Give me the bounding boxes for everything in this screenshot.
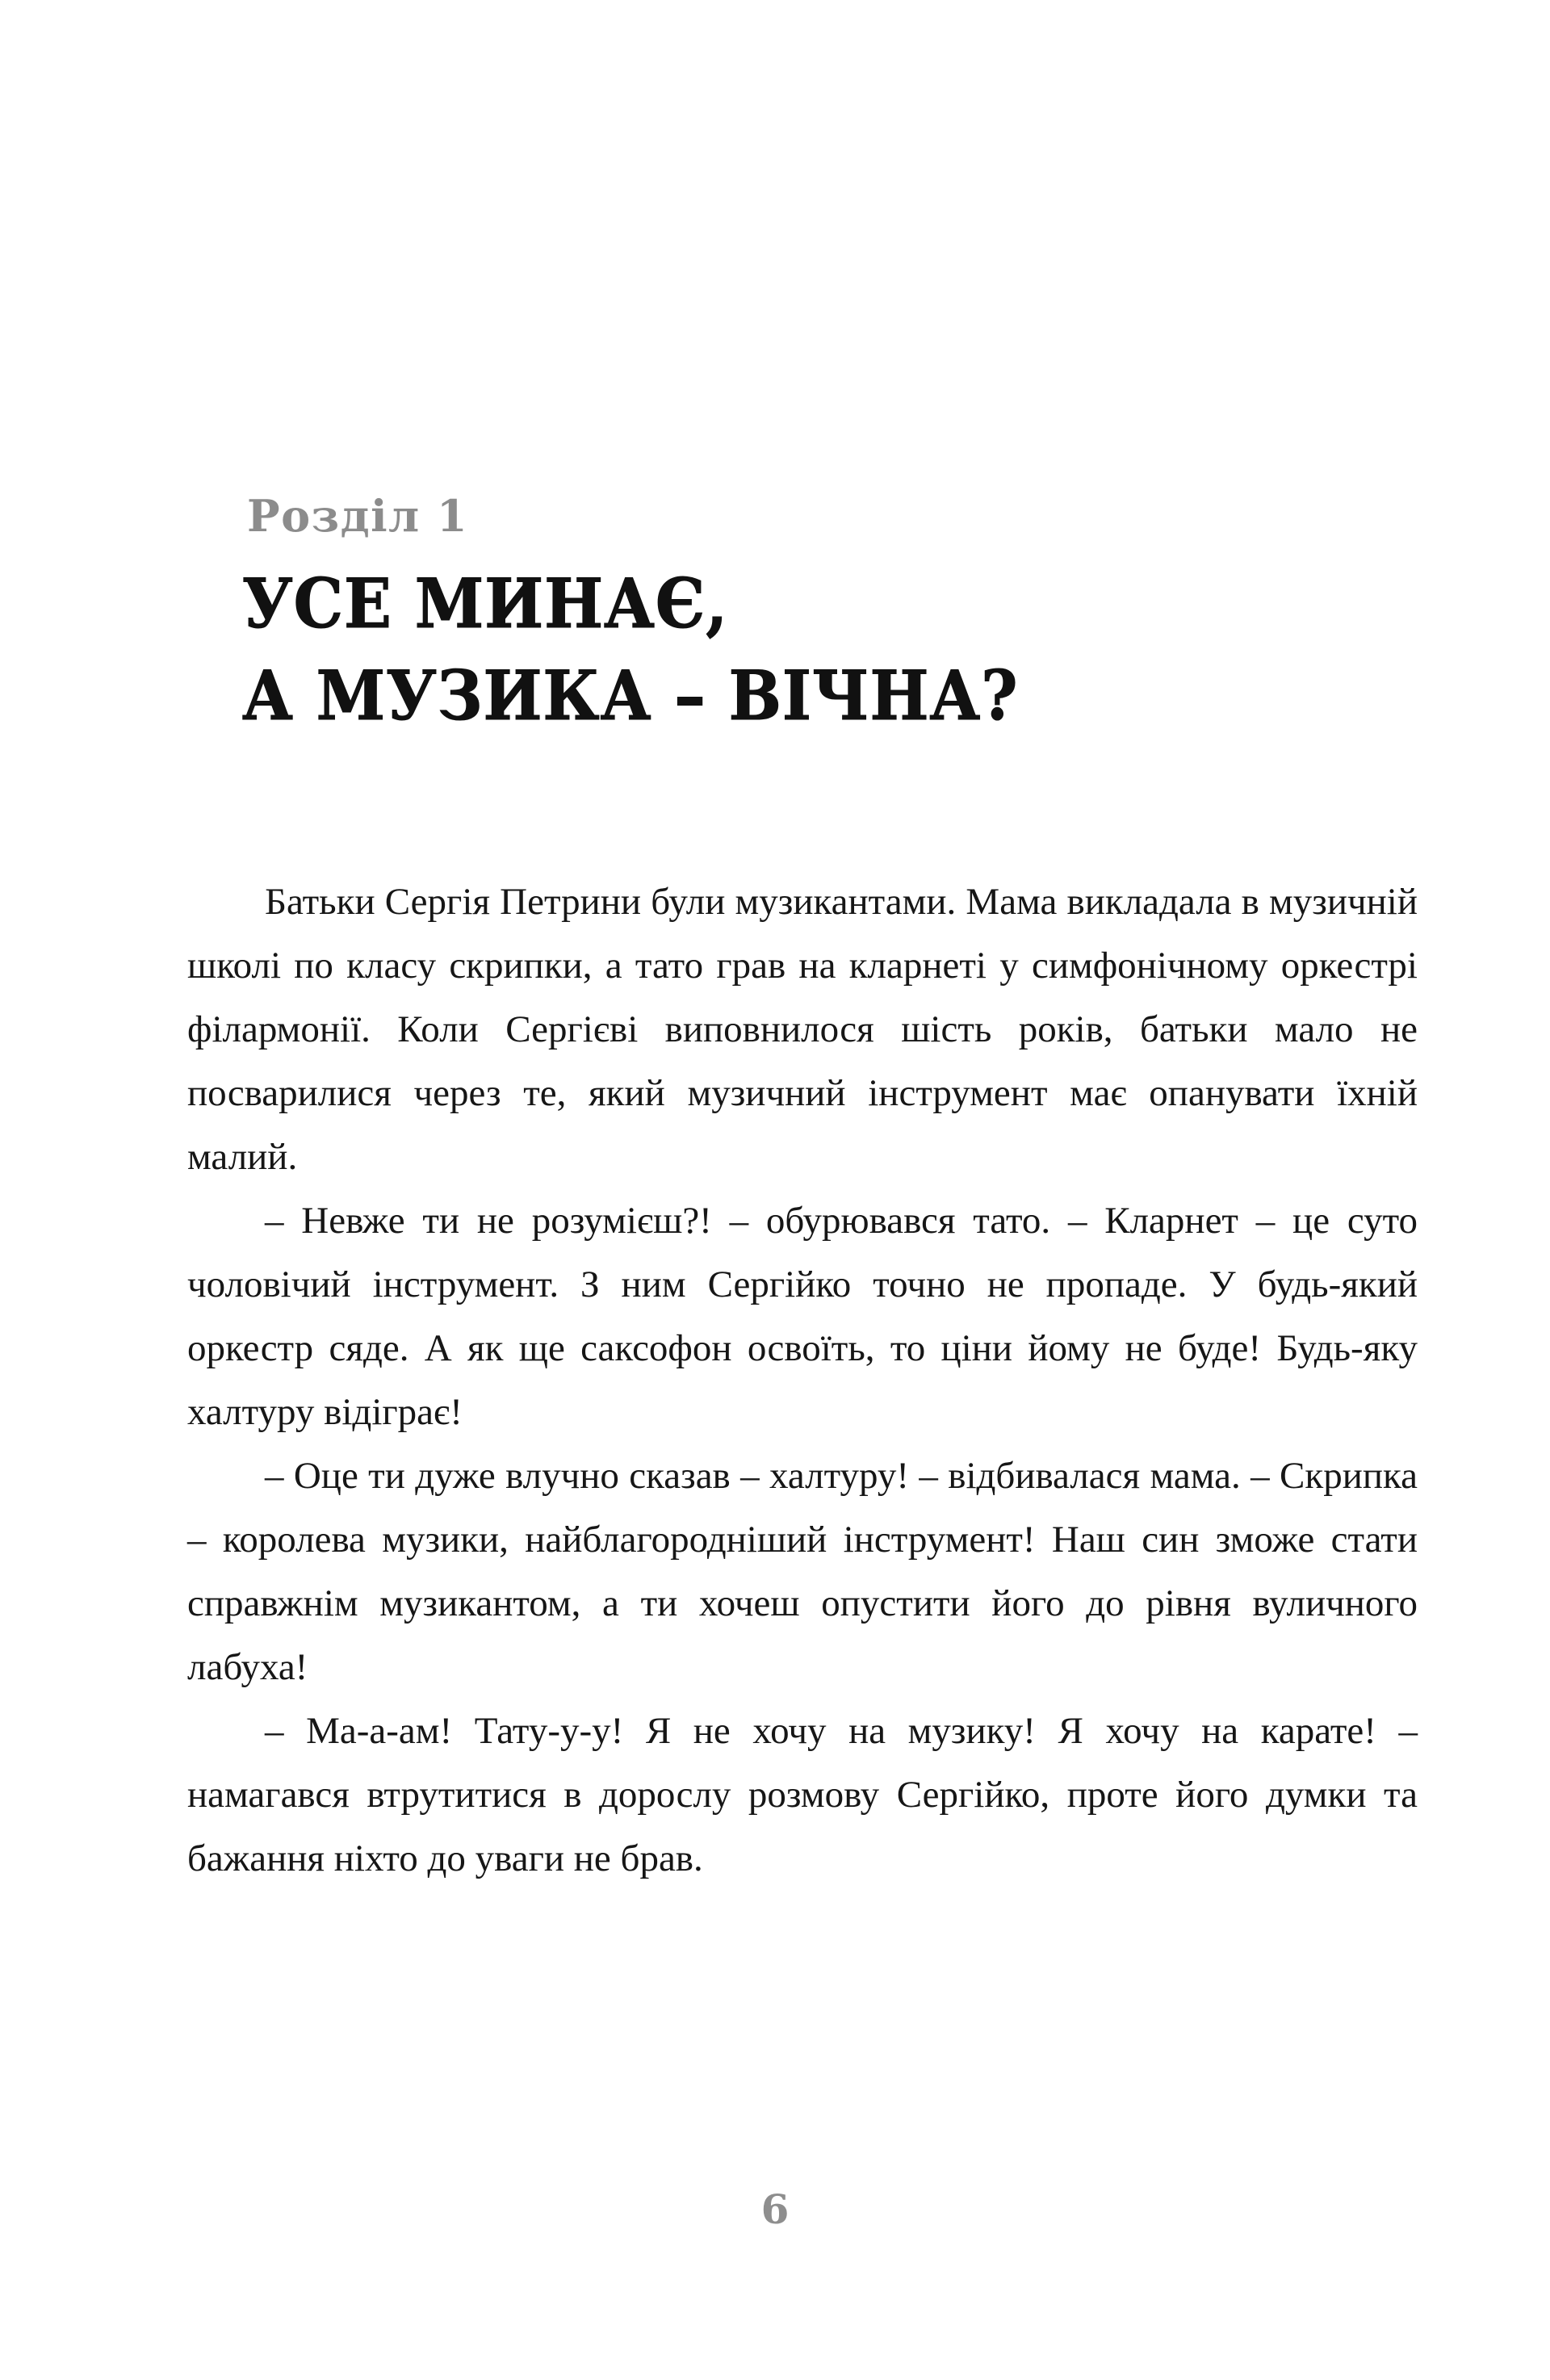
paragraph: Батьки Сергія Петрини були музикантами. Мама викладала в музичній школі по класу скрипки, а тато грав на кларнеті у симфонічному оркестрі філармонії. Коли Сергієві виповнилося шість років, батьки мало не посварилися через те, який музичний інструмент має опанувати їхній малий. (187, 881, 1418, 1178)
body-text (187, 870, 1418, 1891)
chapter-label: Розділ 1 (247, 490, 469, 542)
paragraph: – Оце ти дуже влучно сказав – халтуру! – відбивалася мама. – Скрипка – королева музики, найблагородніший інструмент! Наш син зможе стати справжнім музикантом, а ти хочеш опустити його до рівня вуличного лабуха! (187, 1455, 1418, 1688)
paragraph: – Невже ти не розумієш?! – обурювався тато. – Кларнет – це суто чоловічий інструмент. З ним Сергійко точно не пропаде. У будь-який оркестр сяде. А як ще саксофон освоїть, то ціни йому не буде! Будь-яку халтуру відіграє! (187, 1200, 1418, 1433)
page-number: 6 (760, 2185, 790, 2233)
chapter-title (242, 565, 1453, 735)
paragraph: – Ма-а-ам! Тату-у-у! Я не хочу на музику! Я хочу на карате! – намагався втрутитися в дорослу розмову Сергійко, проте його думки та бажання ніхто до уваги не брав. (187, 1710, 1418, 1879)
chapter-title-line-2: А МУЗИКА – ВІЧНА? (242, 656, 1019, 735)
chapter-title-line-1: УСЕ МИНАЄ, (242, 564, 729, 643)
